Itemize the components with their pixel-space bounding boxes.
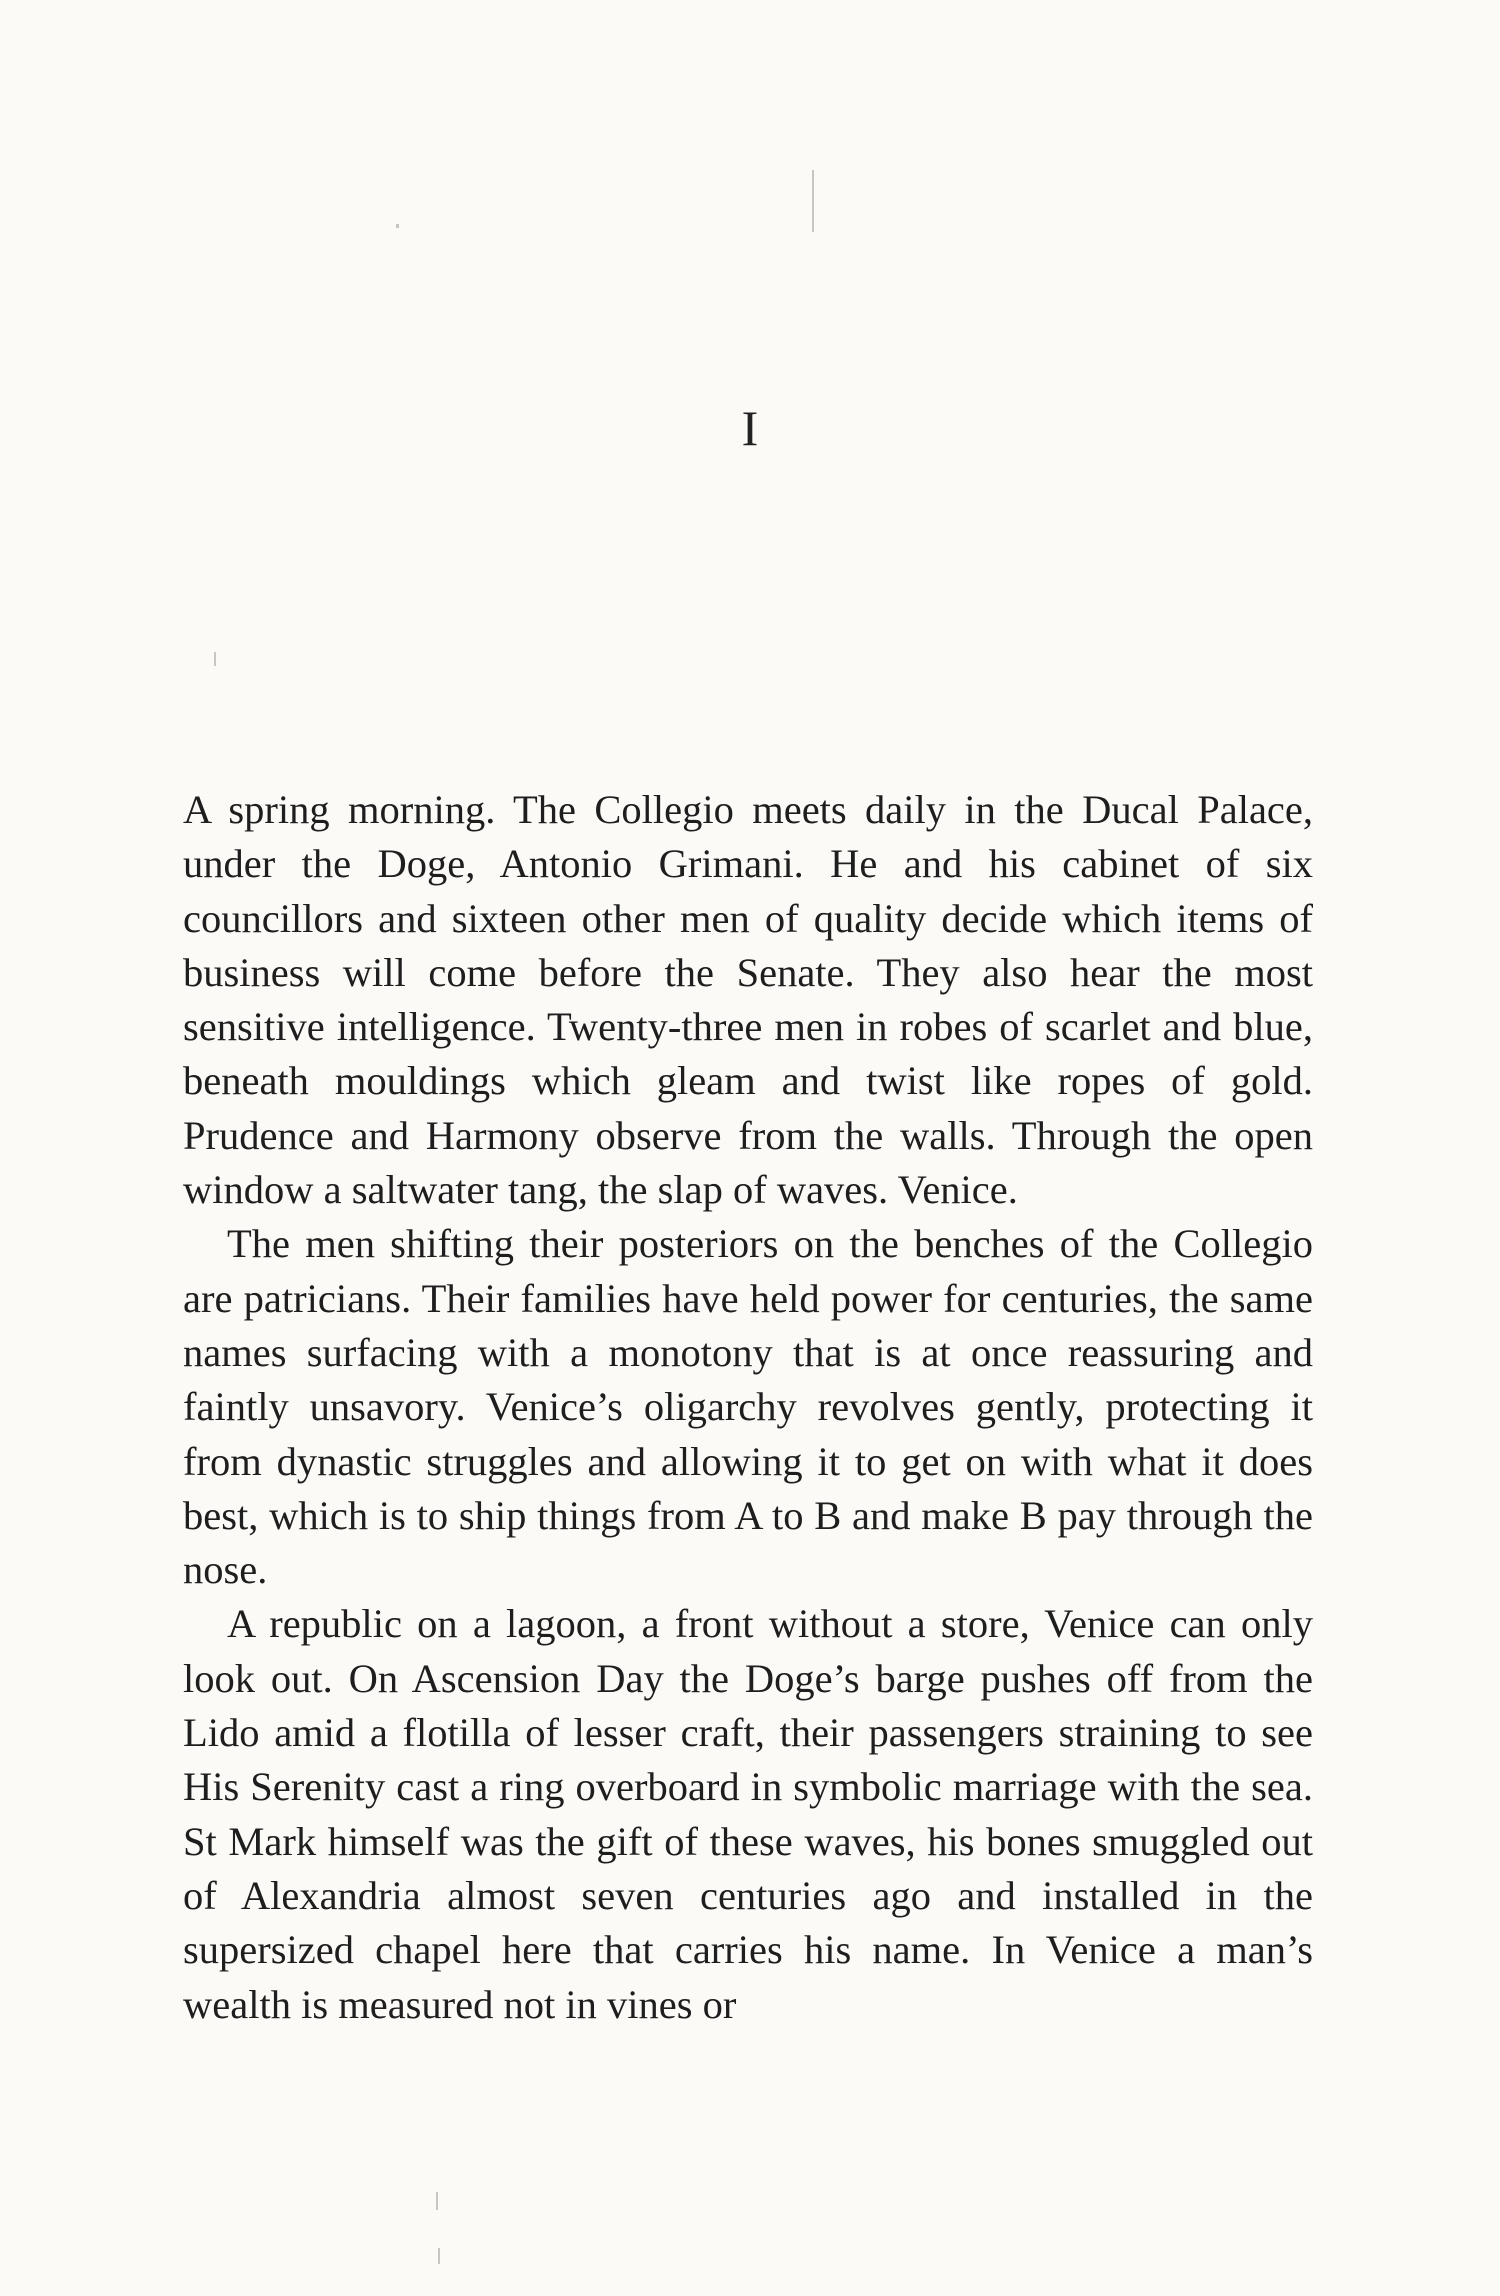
paragraph-1: A spring morning. The Collegio meets daily in the Ducal Palace, under the Doge, Antonio Grimani. He and his cabinet of six councillors and sixteen other men of quality decide which items of business will come before the Senate. They also hear the most sensitive intelligence. Twenty-three men in robes of scarlet and blue, beneath mouldings which gleam and twist like ropes of gold. Prudence and Harmony observe from the walls. Through the open window a saltwater tang, the slap of waves. Venice. (183, 787, 1313, 1213)
chapter-number: I (741, 400, 759, 456)
body-text (183, 783, 1313, 2032)
paragraph-3: A republic on a lagoon, a front without a store, Venice can only look out. On Ascension Day the Doge’s barge pushes off from the Lido amid a flotilla of lesser craft, their passengers straining to see His Serenity cast a ring overboard in symbolic marriage with the sea. St Mark himself was the gift of these waves, his bones smuggled out of Alexandria almost seven centuries ago and installed in the supersized chapel here that carries his name. In Venice a man’s wealth is measured not in vines or (183, 1601, 1313, 2027)
paper-speck (438, 2248, 440, 2264)
paper-speck (436, 2192, 438, 2210)
paper-speck (812, 170, 814, 232)
paper-speck (214, 652, 216, 666)
paper-speck (396, 224, 399, 228)
paragraph-2: The men shifting their posteriors on the benches of the Collegio are patricians. Their families have held power for centuries, the same names surfacing with a monotony that is at once reassuring and faintly unsavory. Venice’s oligarchy revolves gently, protecting it from dynastic struggles and allowing it to get on with what it does best, which is to ship things from A to B and make B pay through the nose. (183, 1221, 1313, 1593)
